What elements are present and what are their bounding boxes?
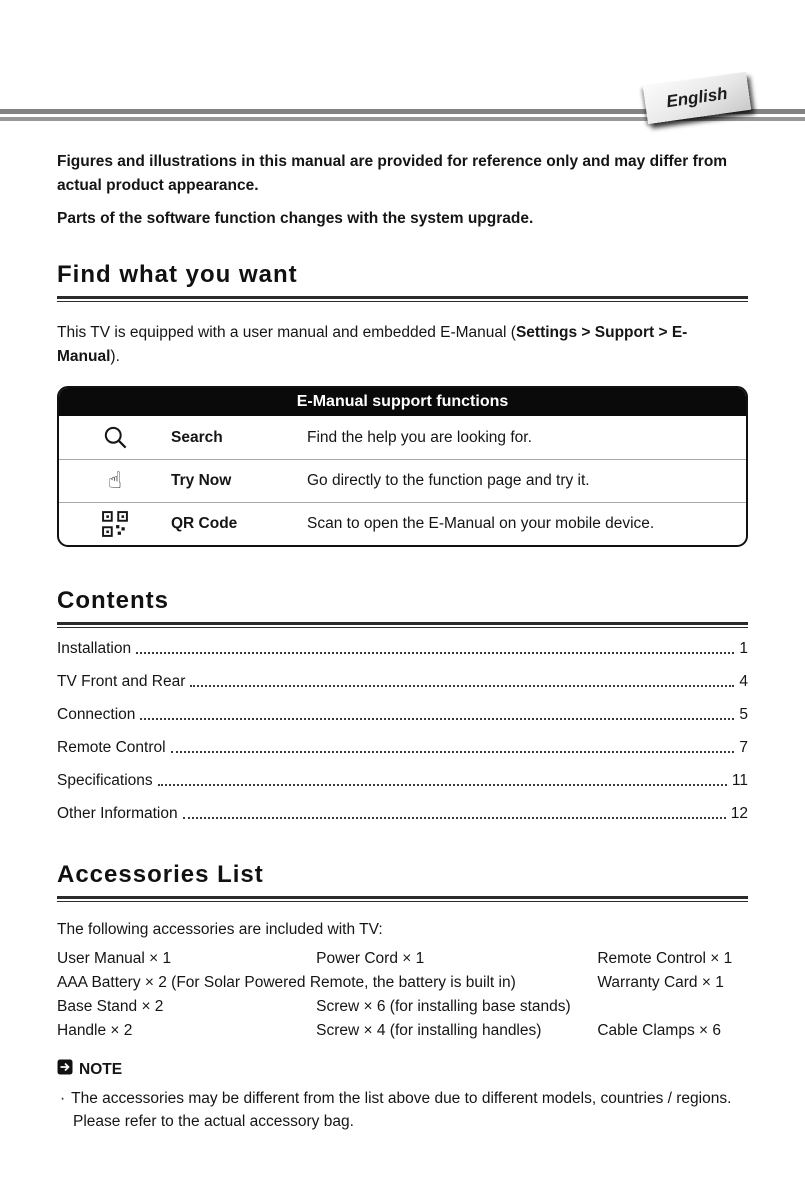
table-row-label: QR Code: [171, 515, 238, 533]
accessory-item: Screw × 4 (for installing handles): [316, 1022, 542, 1040]
language-ribbon-label: English: [665, 83, 729, 112]
table-row-description: Find the help you are looking for.: [307, 428, 532, 446]
note-title: NOTE: [79, 1060, 123, 1078]
toc-page-number: 11: [731, 772, 748, 790]
accessory-item: Cable Clamps × 6: [597, 1022, 721, 1040]
emanual-support-table-header: E-Manual support functions: [59, 388, 746, 416]
accessory-item: Screw × 6 (for installing base stands): [316, 998, 571, 1016]
toc-item-connection: [57, 706, 748, 724]
emanual-support-table: [57, 386, 748, 547]
disclaimer-line-1: Figures and illustrations in this manual are provided for reference only and may differ from actual product appearance.: [57, 153, 728, 195]
toc-item-other-information: [57, 805, 748, 823]
toc-label: Installation: [57, 640, 132, 658]
disclaimer-line-2: Parts of the software function changes with the system upgrade.: [57, 210, 534, 228]
note-text-content: The accessories may be different from the list above due to different models, countries / regions. Please refer to the actual accessory bag.: [71, 1090, 732, 1130]
toc-item-tv-front-rear: [57, 673, 748, 691]
table-row-try-now: [59, 459, 746, 502]
table-of-contents: [57, 640, 748, 823]
toc-label: Remote Control: [57, 739, 166, 757]
accessory-item: Handle × 2: [57, 1022, 133, 1040]
accessories-row: [57, 1019, 748, 1043]
accessory-item: Remote Control × 1: [597, 950, 733, 968]
accessory-item: Power Cord × 1: [316, 950, 425, 968]
toc-dotted-leader: [183, 817, 726, 819]
accessories-row: [57, 947, 748, 971]
toc-item-specifications: [57, 772, 748, 790]
toc-item-installation: [57, 640, 748, 658]
note-header: [57, 1059, 748, 1080]
accessories-grid: [57, 947, 748, 1043]
toc-dotted-leader: [171, 751, 735, 753]
table-row-qr-code: [59, 502, 746, 545]
find-paragraph-prefix: This TV is equipped with a user manual and embedded E-Manual (: [57, 324, 516, 342]
table-row-description: Scan to open the E-Manual on your mobile device.: [307, 515, 655, 533]
qr-code-icon: [59, 511, 171, 537]
toc-label: Connection: [57, 706, 136, 724]
page-content: [57, 150, 748, 1133]
table-row-description: Go directly to the function page and try it.: [307, 472, 590, 490]
toc-page-number: 5: [739, 706, 748, 724]
search-icon: [59, 424, 171, 451]
toc-dotted-leader: [136, 652, 734, 654]
table-row-label: Try Now: [171, 472, 232, 490]
find-paragraph-bold-path: Settings > Support > E-Manual: [57, 324, 688, 366]
hand-pointer-icon: ☝: [107, 467, 122, 494]
toc-page-number: 12: [730, 805, 748, 823]
section-title-accessories: Accessories List: [57, 861, 748, 899]
note-icon: [57, 1059, 73, 1080]
section-title-contents: Contents: [57, 587, 748, 625]
accessory-item: User Manual × 1: [57, 950, 172, 968]
toc-dotted-leader: [190, 685, 734, 687]
accessory-item: AAA Battery × 2 (For Solar Powered Remote, the battery is built in): [57, 974, 516, 992]
find-paragraph: [57, 321, 748, 369]
note-text: [57, 1088, 748, 1133]
toc-page-number: 7: [739, 739, 748, 757]
toc-label: TV Front and Rear: [57, 673, 186, 691]
accessories-row: [57, 971, 748, 995]
section-title-find: Find what you want: [57, 261, 748, 299]
find-paragraph-suffix: ).: [110, 348, 120, 366]
toc-dotted-leader: [140, 718, 734, 720]
disclaimer-block: [57, 150, 748, 231]
toc-item-remote-control: [57, 739, 748, 757]
table-row-search: [59, 416, 746, 459]
toc-label: Other Information: [57, 805, 178, 823]
table-row-label: Search: [171, 428, 223, 446]
toc-label: Specifications: [57, 772, 153, 790]
accessories-intro: The following accessories are included with TV:: [57, 921, 383, 939]
accessories-row: [57, 995, 748, 1019]
toc-page-number: 1: [739, 640, 748, 658]
toc-page-number: 4: [739, 673, 748, 691]
note-bullet: ·: [60, 1090, 66, 1108]
accessory-item: Base Stand × 2: [57, 998, 164, 1016]
accessory-item: Warranty Card × 1: [597, 974, 724, 992]
toc-dotted-leader: [158, 784, 727, 786]
